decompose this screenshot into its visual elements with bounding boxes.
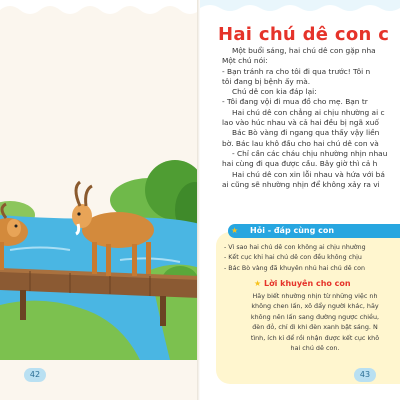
- star-icon: ★: [254, 279, 262, 288]
- top-wave-decoration: [200, 0, 400, 18]
- story-line: Bác Bò vàng đi ngang qua thấy vậy liền: [232, 128, 380, 138]
- story-line: - Tôi đang vội đi mua đồ cho mẹ. Bạn tr: [222, 97, 368, 107]
- qa-question: - Kết cục khi hai chú dê con đều không chịu: [224, 254, 362, 262]
- qa-question: - Vì sao hai chú dê con không ai chịu nhường: [224, 244, 366, 251]
- advice-line: đèn đỏ, chỉ đi khi đèn xanh bật sáng. N: [252, 323, 378, 332]
- top-wave-decoration: [0, 0, 200, 18]
- story-line: Một buổi sáng, hai chú dê con gặp nha: [232, 46, 376, 55]
- advice-line: tình, ích kỉ để rồi nhận được kết cục khô: [250, 333, 380, 342]
- story-line: tôi đang bị bệnh ấy mà.: [222, 76, 311, 86]
- story-line: - Bạn tránh ra cho tôi đi qua trước! Tôi n: [222, 66, 371, 76]
- page-number-right: 43: [354, 368, 376, 382]
- story-line: Một chú nói:: [222, 56, 268, 66]
- story-line: bờ. Bác lau khô đầu cho hai chú dê con và: [222, 138, 379, 148]
- story-illustration: [0, 120, 200, 360]
- advice-line: Hãy biết nhường nhịn từ những việc nh: [252, 292, 378, 300]
- story-text: [222, 46, 400, 190]
- page-number-left: 42: [24, 368, 46, 382]
- right-page: [200, 0, 400, 400]
- story-line: Hai chú dê con chẳng ai chịu nhường ai c: [232, 107, 385, 117]
- story-line: ai cũng sẽ nhường nhịn để không xảy ra vi: [222, 179, 380, 189]
- advice-line: không nên lấn sang đường ngược chiều,: [250, 312, 380, 321]
- qa-question-list: [224, 243, 400, 274]
- advice-line: hai chú dê con.: [290, 344, 340, 353]
- story-title: Hai chú dê con c: [218, 24, 390, 45]
- advice-text: [230, 291, 400, 353]
- advice-title: Lời khuyên cho con: [264, 279, 351, 288]
- story-line: Chú dê con kia đáp lại:: [232, 87, 317, 97]
- qa-question: - Bác Bò vàng đã khuyên nhủ hai chú dê con: [224, 264, 365, 272]
- star-icon: ★: [231, 226, 239, 235]
- story-line: hai cùng đi qua được cầu. Bây giờ thì cả h: [222, 159, 378, 169]
- story-line: lao vào húc nhau và cả hai đều bị ngã xuố: [222, 118, 379, 128]
- qa-header: Hỏi - đáp cùng con: [228, 224, 400, 238]
- story-line: - Chỉ cần các cháu chịu nhường nhịn nhau: [232, 148, 388, 158]
- story-line: Hai chú dê con xin lỗi nhau và hứa với bá: [232, 169, 385, 179]
- advice-line: không chen lấn, xô đẩy người khác, hãy: [251, 302, 379, 311]
